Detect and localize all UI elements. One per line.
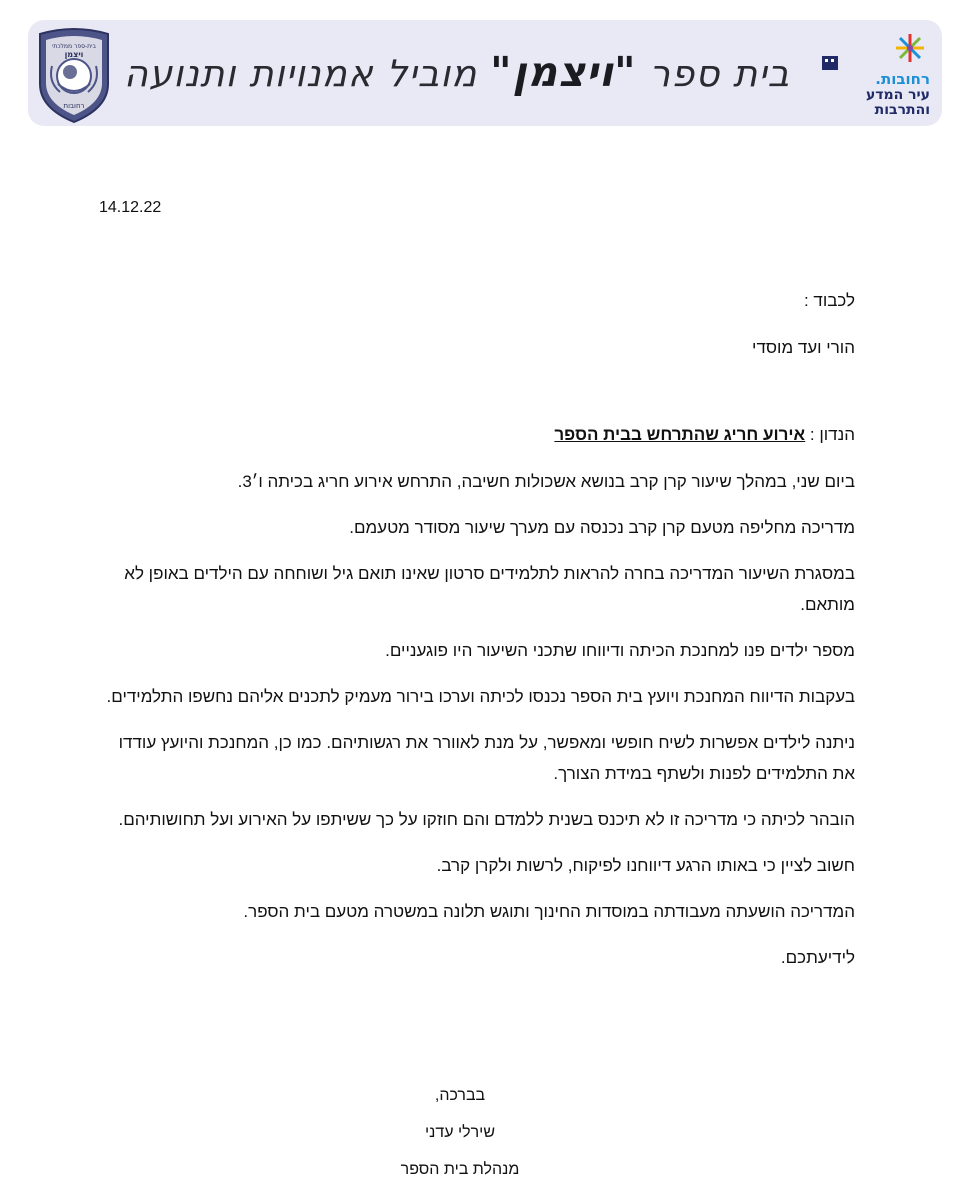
city-logo-icon	[814, 32, 938, 72]
body-paragraph: חשוב לציין כי באותו הרגע דיווחנו לפיקוח, לרשות ולקרן קרב.	[436, 856, 855, 875]
school-crest-logo	[34, 26, 114, 124]
city-logo-tagline-line2: והתרבות	[874, 102, 930, 118]
body-paragraph: הובהר לכיתה כי מדריכה זו לא תיכנס בשנית ללמדם והם חוזקו על כך ששיתפו על האירוע ועל תחושותיהם.	[118, 810, 855, 829]
city-logo-tagline-line1: עיר המדע	[865, 87, 930, 103]
city-logo-tagline	[866, 88, 930, 118]
body-paragraph: במסגרת השיעור המדריכה בחרה להראות לתלמידים סרטון שאינו תואם גיל ושוחחה עם הילדים באופן לא מותאם.	[124, 564, 855, 614]
school-title-prefix: בית ספר	[636, 52, 790, 95]
signer-name: שירלי עדני	[424, 1124, 496, 1141]
closing-greeting: בברכה,	[434, 1087, 486, 1104]
subject-text: אירוע חריג שהתרחש בבית הספר	[554, 425, 806, 444]
body-paragraph: ניתנה לילדים אפשרות לשיח חופשי ומאפשר, על מנת לאוורר את רגשותיהם. כמו כן, המחנכת והיועץ עודדו את התלמידים לפנות ולשתף במידת הצורך.	[118, 733, 855, 783]
body-paragraph: המדריכה הושעתה מעבודתה במוסדות החינוך ותוגש תלונה במשטרה מטעם בית הספר.	[243, 902, 855, 921]
body-paragraph: ביום שני, במהלך שיעור קרן קרב בנושא אשכולות חשיבה, התרחש אירוע חריג בכיתה ו׳3.	[237, 472, 855, 491]
svg-text:בית-ספר ממלכתי: בית-ספר ממלכתי	[52, 43, 96, 50]
body-paragraph: מספר ילדים פנו למחנכת הכיתה ודיווחו שתכני השיעור היו פוגעניים.	[385, 641, 855, 660]
school-name: "ויצמן"	[490, 48, 637, 96]
city-logo-name: רחובות.	[875, 70, 930, 88]
subject-line	[554, 425, 855, 445]
signer-role: מנהלת בית הספר	[400, 1161, 520, 1178]
svg-text:ויצמן: ויצמן	[64, 50, 84, 59]
to-label: לכבוד :	[803, 291, 855, 310]
signature-block	[340, 1077, 580, 1188]
letter-date: 14.12.22	[99, 199, 162, 216]
city-logo	[814, 32, 938, 120]
recipients: הורי ועד מוסדי	[752, 338, 855, 357]
subject-label: הנדון :	[805, 425, 855, 444]
school-title-suffix: מוביל אמנויות ותנועה	[123, 52, 491, 95]
svg-text:רחובות: רחובות	[63, 102, 85, 110]
body-paragraph: בעקבות הדיווח המחנכת ויועץ בית הספר נכנסו לכיתה וערכו בירור מעמיק לתכנים אליהם נחשפו התלמידים.	[106, 687, 855, 706]
body-paragraph: לידיעתכם.	[780, 948, 855, 967]
school-title	[123, 40, 790, 104]
letter-body	[105, 466, 855, 988]
body-paragraph: מדריכה מחליפה מטעם קרן קרב נכנסה עם מערך שיעור מסודר מטעמם.	[349, 518, 855, 537]
